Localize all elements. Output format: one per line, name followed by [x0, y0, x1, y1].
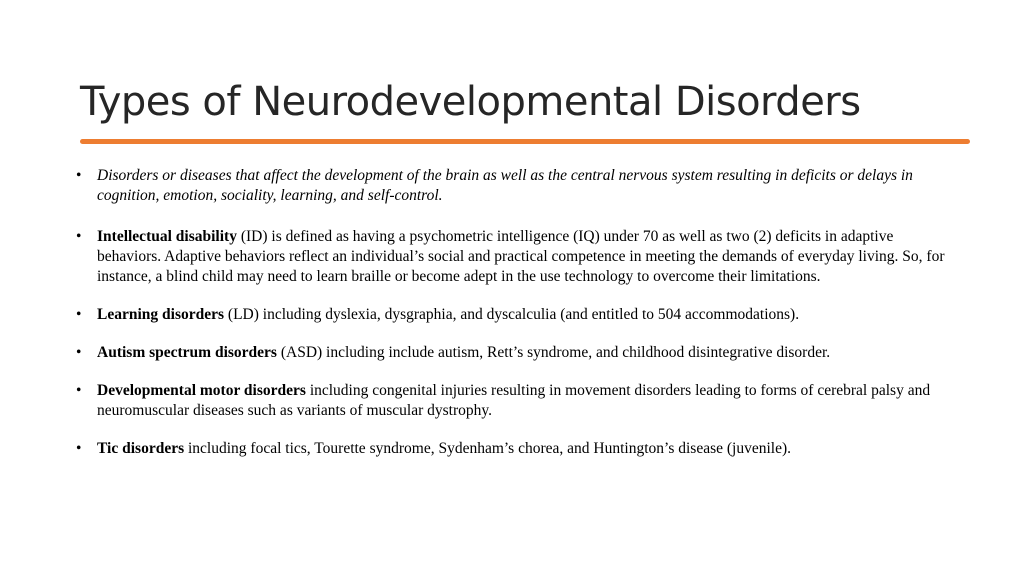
- desc-learning-disorders: (LD) including dyslexia, dysgraphia, and dyscalculia (and entitled to 504 accommodations).: [224, 306, 800, 323]
- bullet-dot: •: [76, 382, 82, 399]
- bullet-dot: •: [76, 306, 82, 323]
- intro-text: Disorders or diseases that affect the development of the brain as well as the central nervous system resulting in deficits or delays in cognition, emotion, sociality, learning, and self-control.: [97, 167, 913, 204]
- term-learning-disorders: Learning disorders: [97, 306, 225, 323]
- term-developmental-motor: Developmental motor disorders: [97, 382, 306, 399]
- bullet-tic-disorders: [74, 439, 954, 459]
- slide-title: Types of Neurodevelopmental Disorders: [80, 78, 861, 125]
- bullet-autism-spectrum: [74, 343, 954, 363]
- title-underline: [80, 139, 970, 144]
- bullet-dot: •: [76, 228, 82, 245]
- bullet-learning-disorders: [74, 305, 954, 325]
- bullet-dot: •: [76, 440, 82, 457]
- bullet-intro: [74, 166, 954, 206]
- bullet-developmental-motor: [74, 381, 954, 421]
- desc-autism-spectrum: (ASD) including include autism, Rett’s syndrome, and childhood disintegrative disorder.: [276, 344, 831, 361]
- bullet-dot: •: [76, 167, 82, 184]
- term-intellectual-disability: Intellectual disability: [97, 228, 237, 245]
- term-autism-spectrum: Autism spectrum disorders: [97, 344, 277, 361]
- bullet-intellectual-disability: [74, 227, 954, 287]
- desc-intellectual-disability: (ID) is defined as having a psychometric intelligence (IQ) under 70 as well as two (2) deficits in adaptive behaviors. Adaptive behaviors reflect an individual’s social and practical competence in meeting the demands of everyday living. So, for instance, a blind child may need to learn braille or become adept in the use technology to overcome their limitations.: [97, 228, 945, 285]
- bullet-dot: •: [76, 344, 82, 361]
- bullet-list: [74, 166, 954, 477]
- desc-tic-disorders: including focal tics, Tourette syndrome, Sydenham’s chorea, and Huntington’s disease (juvenile).: [184, 440, 791, 457]
- desc-developmental-motor: including congenital injuries resulting in movement disorders leading to forms of cerebral palsy and neuromuscular diseases such as variants of muscular dystrophy.: [97, 382, 931, 419]
- term-tic-disorders: Tic disorders: [97, 440, 185, 457]
